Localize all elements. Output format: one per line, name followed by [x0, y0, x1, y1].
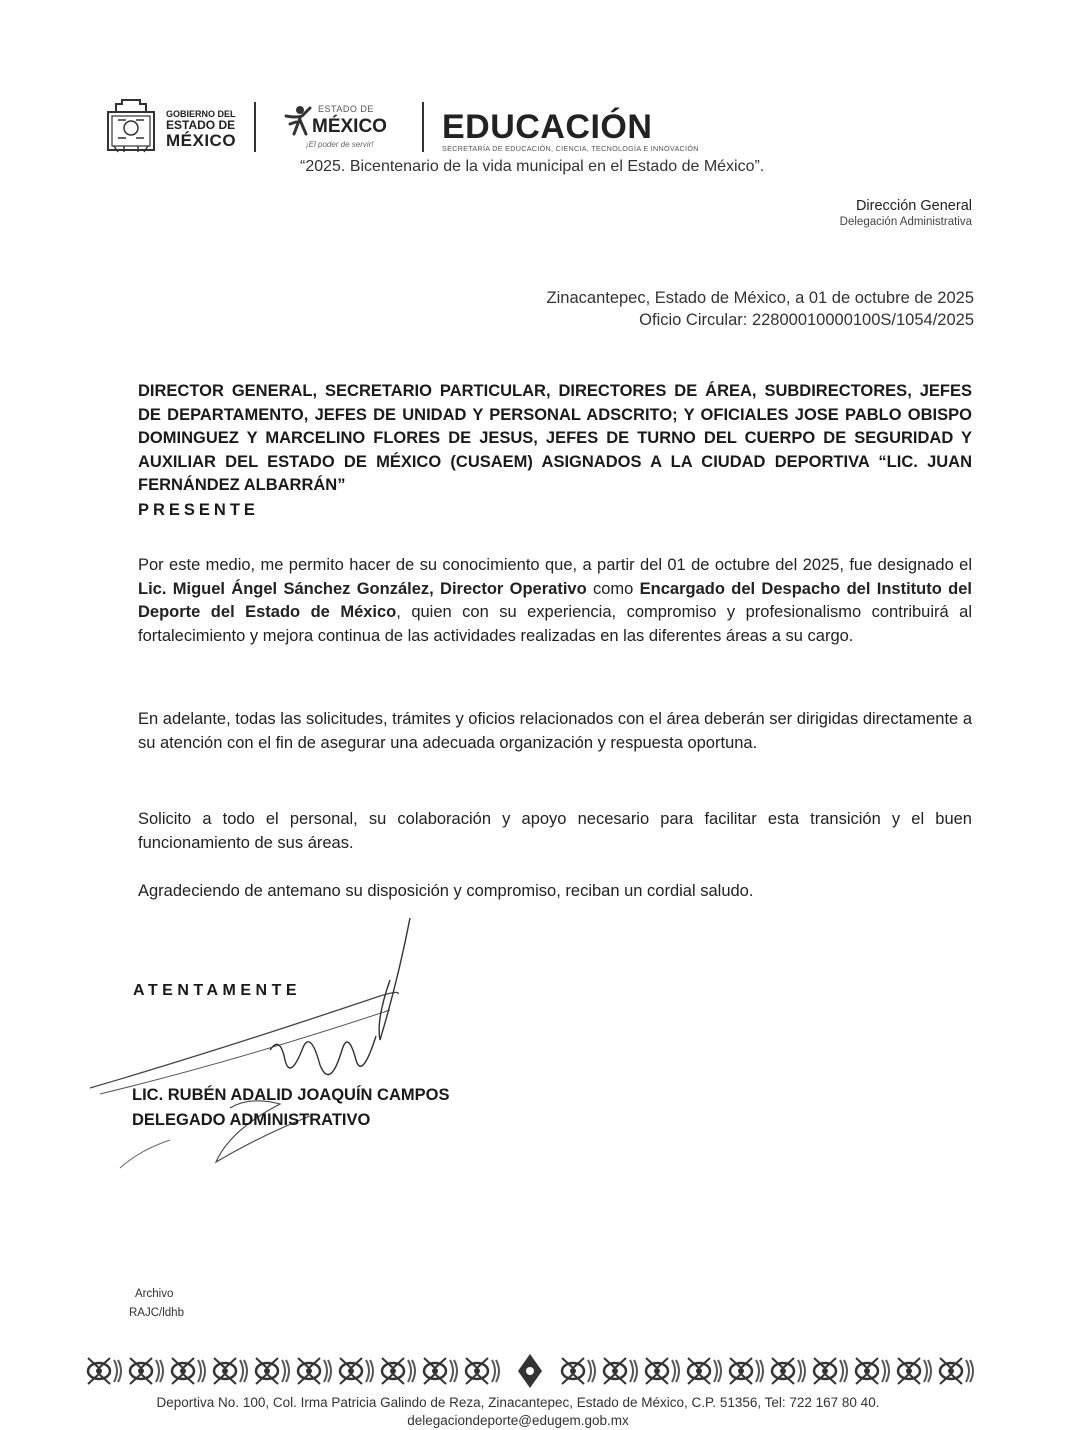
department-line2: Delegación Administrativa: [839, 216, 972, 228]
footer-email: delegaciondeporte@edugem.gob.mx: [407, 1413, 629, 1428]
p1-part-c: como: [586, 579, 640, 598]
addressee-text: DIRECTOR GENERAL, SECRETARIO PARTICULAR, DIRECTORES DE ÁREA, SUBDIRECTORES, JEFES DE DEPARTAMENTO, JEFES DE UNIDAD Y PERSONAL ADSCRITO; Y OFICIALES JOSE PABLO OBISPO DOMINGUEZ Y MARCELINO FLORES DE JESUS, JEFES DE TURNO DEL CUERPO DE SEGURIDAD Y AUXILIAR DEL ESTADO DE MÉXICO (CUSAEM) ASIGNADOS A LA CIUDAD DEPORTIVA “LIC. JUAN FERNÁNDEZ ALBARRÁN”: [138, 382, 972, 494]
body-paragraph-1: [138, 554, 972, 648]
education-subtitle: SECRETARÍA DE EDUCACIÓN, CIENCIA, TECNOLOGÍA E INNOVACIÓN: [442, 144, 699, 153]
p1-part-a: Por este medio, me permito hacer de su conocimiento que, a partir del 01 de octubre del 2025, fue designado el: [138, 556, 972, 574]
archive-reference: [129, 1285, 184, 1323]
footer: [108, 1394, 928, 1430]
edomex-logo: [282, 100, 412, 156]
body-paragraph-3: Solicito a todo el personal, su colaboración y apoyo necesario para facilitar esta transición y el buen funcionamiento de sus áreas.: [138, 810, 972, 852]
p1-position: Encargado del Despacho del Instituto del Deporte del Estado de México: [138, 579, 972, 621]
body-paragraph-4: Agradeciendo de antemano su disposición y compromiso, reciban un cordial saludo.: [138, 882, 754, 900]
p1-designee: Lic. Miguel Ángel Sánchez González, Director Operativo: [138, 579, 587, 598]
footer-address: Deportiva No. 100, Col. Irma Patricia Galindo de Reza, Zinacantepec, Estado de México, C.P. 51356, Tel: 722 167 80 40.: [156, 1395, 880, 1410]
gob-line1: GOBIERNO DEL: [166, 109, 236, 119]
presente-label: PRESENTE: [138, 500, 259, 519]
figure-logo-icon: [282, 104, 314, 140]
addressee-block: [138, 380, 972, 522]
body-paragraph-2: En adelante, todas las solicitudes, trámites y oficios relacionados con el área deberán ser dirigidas directamente a su atención con el fin de asegurar una adecuada organización y respuesta oportuna.: [138, 710, 972, 752]
oficio-number: Oficio Circular: 22800010000100S/1054/2025: [639, 311, 974, 329]
state-coat-of-arms-icon: [104, 98, 158, 154]
atentamente-label: ATENTAMENTE: [133, 982, 302, 999]
gobierno-wordmark: [166, 110, 236, 150]
edomex-small-label: ESTADO DE: [318, 104, 374, 114]
department-line1: Dirección General: [855, 198, 972, 214]
archive-line1: Archivo: [135, 1288, 174, 1300]
signer-name: LIC. RUBÉN ADALID JOAQUÍN CAMPOS: [132, 1086, 450, 1104]
archive-line2: RAJC/ldhb: [129, 1307, 184, 1319]
letterhead: [104, 98, 824, 158]
p1-part-e: , quien con su experiencia, compromiso y profesionalismo contribuirá al fortalecimiento y mejora continua de las actividades realizadas en las diferentes áreas a su cargo.: [138, 603, 972, 645]
signer-title: DELEGADO ADMINISTRATIVO: [132, 1111, 371, 1129]
gob-line3: MÉXICO: [166, 131, 237, 151]
gob-line2: ESTADO DE: [166, 118, 236, 133]
edomex-tagline: ¡El poder de servir!: [306, 140, 374, 149]
education-title: EDUCACIÓN: [442, 108, 653, 146]
signer-block: [132, 1083, 449, 1133]
edomex-big-label: MÉXICO: [312, 116, 387, 137]
decorative-border: [84, 1350, 976, 1392]
year-motto: “2025. Bicentenario de la vida municipal en el Estado de México”.: [300, 158, 765, 175]
place-date: Zinacantepec, Estado de México, a 01 de octubre de 2025: [546, 289, 974, 307]
header-divider: [254, 102, 256, 152]
dateline: [547, 287, 974, 331]
handwritten-signature: [80, 900, 440, 1180]
header-divider-2: [422, 102, 424, 152]
department-block: [840, 198, 972, 228]
